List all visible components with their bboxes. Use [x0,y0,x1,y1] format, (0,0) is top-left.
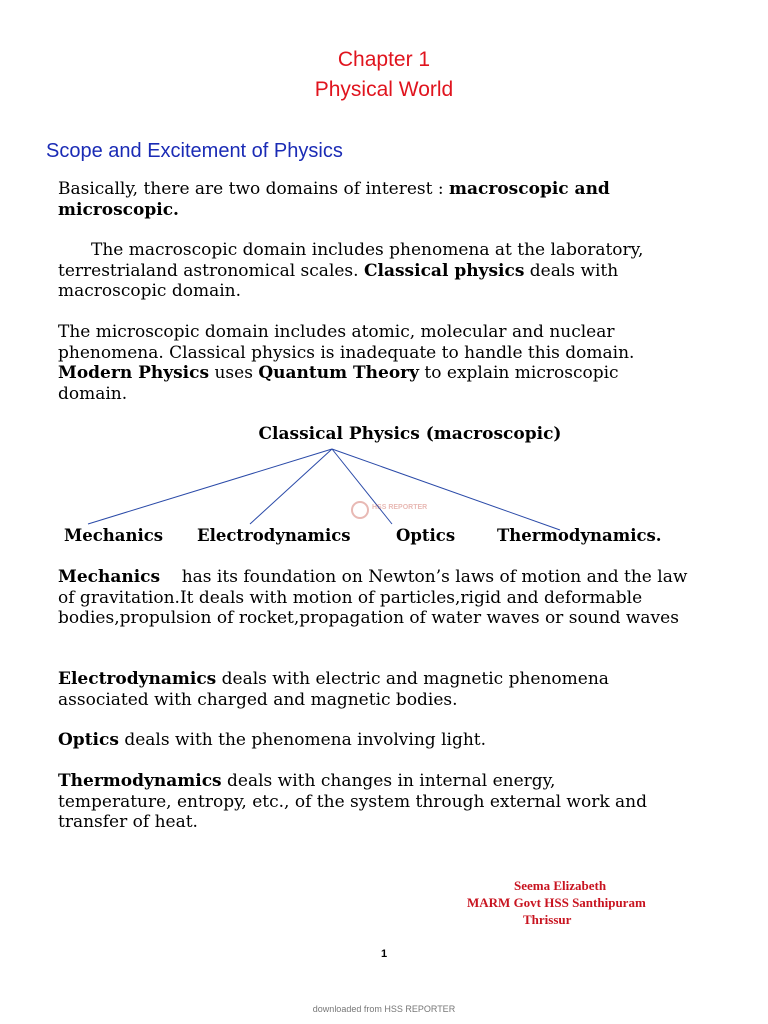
author-school: MARM Govt HSS Santhipuram [467,895,646,910]
electrodynamics-term: Electrodynamics [58,669,217,689]
electrodynamics-text: deals with electric and magnetic phenomena associated with charged and magnetic bodies. [58,669,609,710]
download-footer: downloaded from HSS REPORTER [312,1004,456,1014]
optics-term: Optics [58,730,119,750]
micro-bold-1: Modern Physics [58,363,210,383]
mechanics-paragraph [58,567,693,629]
watermark-icon [350,497,450,527]
branch-optics: Optics [396,526,456,545]
intro-bold: macroscopic and microscopic. [58,179,610,220]
watermark-logo [350,497,450,527]
mechanics-text: has its foundation on Newton’s laws of motion and the law of gravitation.It deals with motion of particles,rigid and deformable bodies,propulsion of rocket,propagation of water waves or sound waves [58,567,693,628]
macro-text-1: The macroscopic domain includes phenomena at the laboratory, terrestrialand astronomical scales. [58,240,644,281]
tree-line-electrodynamics [250,449,332,524]
macro-bold: Classical physics [363,260,525,281]
chapter-number: Chapter 1 [337,48,431,71]
mechanics-term: Mechanics [58,567,161,587]
intro-text: Basically, there are two domains of interest : [58,179,450,199]
thermodynamics-paragraph [58,771,658,833]
chapter-title: Physical World [314,78,454,101]
branch-mechanics: Mechanics [64,526,164,545]
micro-text-2: uses [209,363,259,383]
watermark-text: HSS REPORTER [372,504,428,511]
micro-bold-2: Quantum Theory [258,363,420,383]
micro-text-1: The microscopic domain includes atomic, molecular and nuclear phenomena. Classical physics is inadequate to handle this domain. [58,322,635,363]
page-number: 1 [380,948,388,960]
tree-line-mechanics [88,449,332,524]
thermodynamics-term: Thermodynamics [58,771,222,791]
optics-text: deals with the phenomena involving light. [118,730,487,750]
author-place: Thrissur [523,912,572,927]
optics-paragraph [58,730,688,751]
electrodynamics-paragraph [58,669,658,710]
branch-electrodynamics: Electrodynamics [197,526,351,545]
micro-text-3: to explain microscopic domain. [58,363,619,404]
branch-thermodynamics: Thermodynamics. [497,526,662,545]
tree-root-label: Classical Physics (macroscopic) [258,424,562,444]
thermodynamics-text: deals with changes in internal energy, temperature, entropy, etc., of the system through external work and transfer of heat. [58,771,647,832]
section-heading: Scope and Excitement of Physics [46,140,343,162]
author-name: Seema Elizabeth [514,878,607,893]
macro-text-2: deals with macroscopic domain. [58,260,619,301]
